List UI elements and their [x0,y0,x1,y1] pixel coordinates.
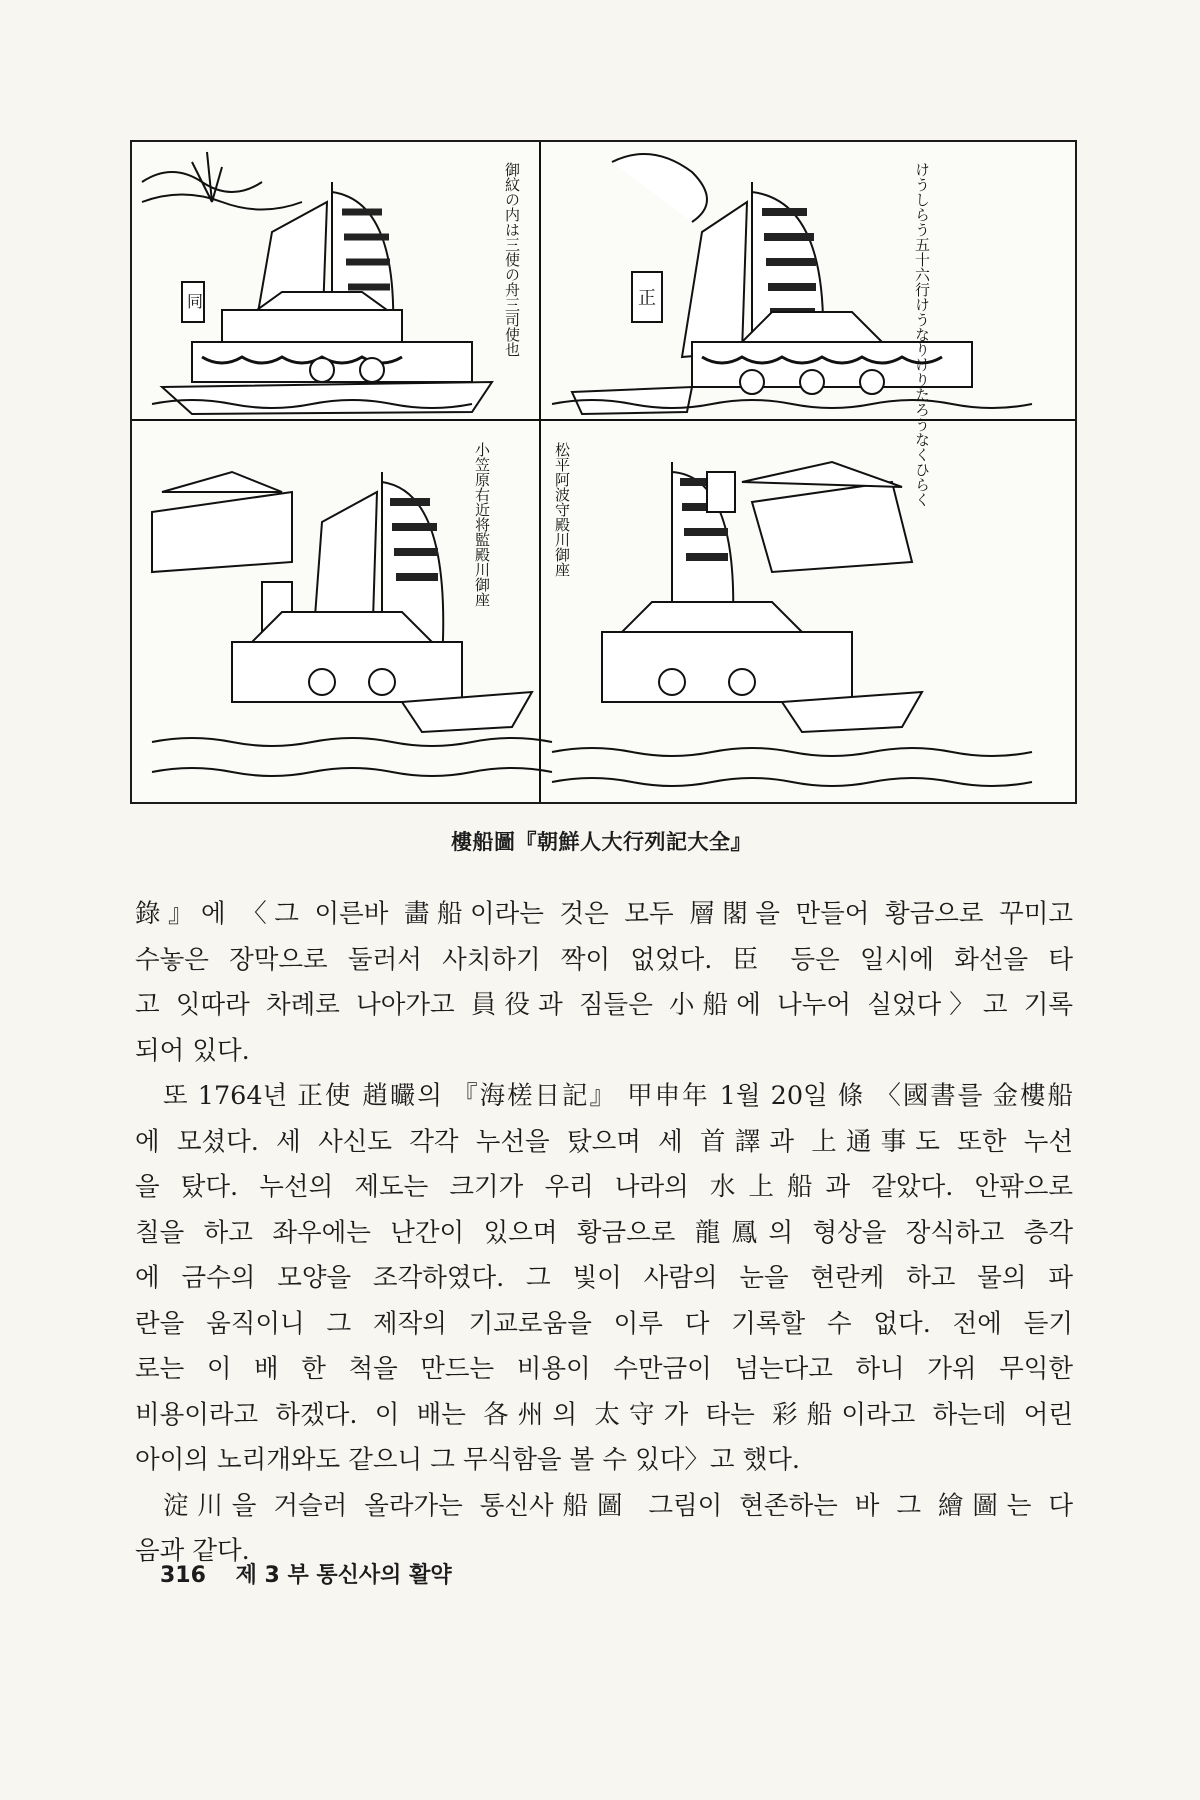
figure-caption: 樓船圖『朝鮮人大行列記大全』 [451,830,752,854]
body-line: 되어 있다. [135,1035,250,1066]
body-line: 錄』에 〈그 이른바 畵船이라는 것은 모두 層閣을 만들어 황금으로 꾸미고 [135,899,1073,929]
body-line: 을 탔다. 누선의 제도는 크기가 우리 나라의 水上船과 같았다. 안팎으로 [135,1172,1073,1202]
body-line: 수놓은 장막으로 둘러서 사치하기 짝이 없었다. 臣 등은 일시에 화선을 타 [135,944,1073,975]
panel-1-ship [142,152,492,414]
panel-2-inscription: けうしらう五十六行けうなりけりたろうなくひらく [913,162,931,507]
body-line: 아이의 노리개와도 같으니 그 무식함을 볼 수 있다〉고 했다. [135,1445,801,1475]
panel-3-ship [152,472,552,776]
body-line: 칠을 하고 좌우에는 난간이 있으며 황금으로 龍鳳의 형상을 장식하고 층각 [135,1217,1073,1248]
body-line: 에 금수의 모양을 조각하였다. 그 빛이 사람의 눈을 현란케 하고 물의 파 [135,1263,1073,1293]
svg-text:同: 同 [187,292,204,311]
panel-4-inscription: 松平阿波守殿川御座 [553,442,571,577]
page-footer [160,1558,452,1589]
page-number: 316 [160,1563,206,1588]
body-text [135,892,1073,1575]
body-line: 비용이라고 하겠다. 이 배는 各州의 太守가 타는 彩船이라고 하는데 어린 [135,1399,1073,1430]
body-line: 란을 움직이니 그 제작의 기교로움을 이루 다 기록할 수 없다. 전에 듣기 [135,1308,1073,1339]
body-line: 음과 같다. [135,1536,250,1566]
running-section-title: 제 3 부 통신사의 활약 [235,1563,452,1588]
panel-4-ship [552,462,1032,786]
panel-2-ship [552,154,1032,414]
svg-text:正: 正 [638,288,656,309]
body-line: 로는 이 배 한 척을 만드는 비용이 수만금이 넘는다고 하니 가위 무익한 [135,1354,1073,1384]
panel-3-inscription: 小笠原右近将監殿川御座 [473,442,491,607]
body-line: 淀川을 거슬러 올라가는 통신사船圖 그림이 현존하는 바 그 繪圖는 다 [163,1490,1073,1521]
body-line: 에 모셨다. 세 사신도 각각 누선을 탔으며 세 首譯과 上通事도 또한 누선 [135,1126,1073,1157]
ship-illustration-drawing [132,142,1075,802]
ship-illustration-figure [130,140,1077,804]
panel-1-inscription: 御紋の内は三使の舟三司使也 [503,162,521,357]
body-line: 또 1764년 正使 趙曮의 『海槎日記』 甲申年 1월 20일 條 〈國書를 金樓船 [163,1081,1073,1111]
body-line: 고 잇따라 차례로 나아가고 員役과 짐들은 小船에 나누어 실었다〉고 기록 [135,990,1073,1020]
